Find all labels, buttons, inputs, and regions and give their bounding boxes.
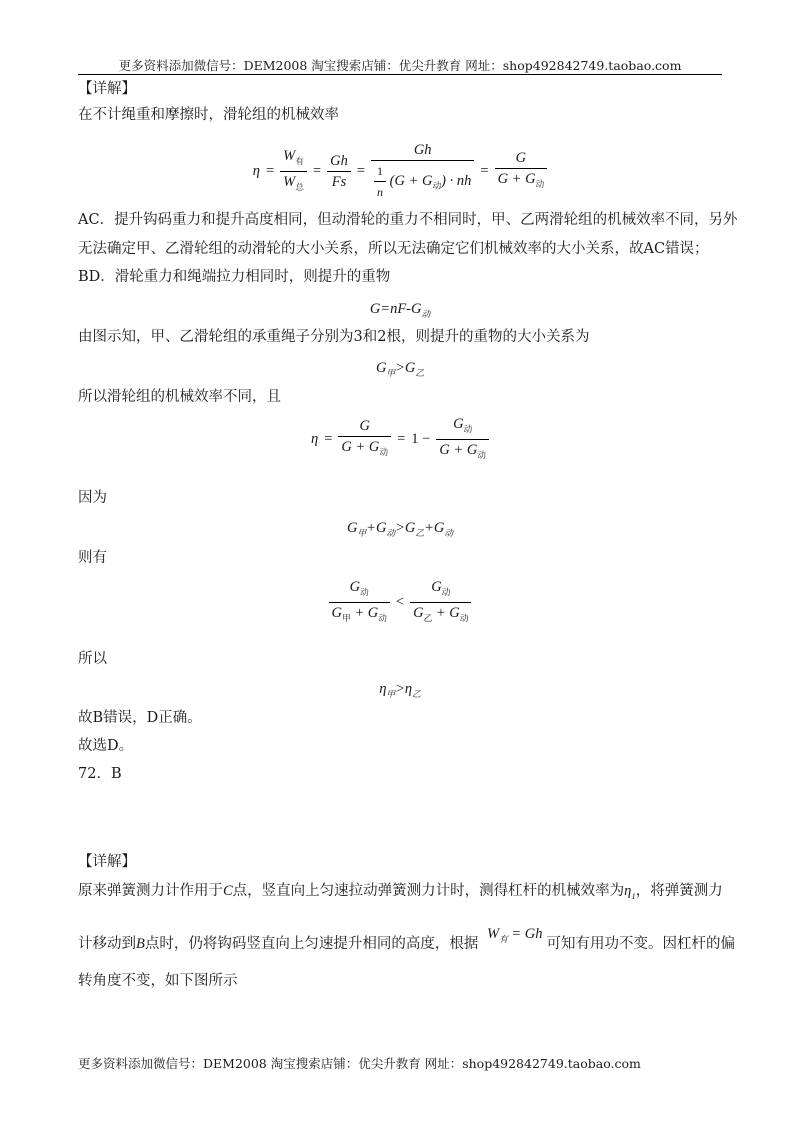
ac-line-1: AC．提升钩码重力和提升高度相同，但动滑轮的重力不相同时，甲、乙两滑轮组的机械效率不同，另外 xyxy=(78,212,738,228)
because-line: 因为 xyxy=(78,490,107,506)
bd-line: BD．滑轮重力和绳端拉力相同时，则提升的重物 xyxy=(78,269,391,285)
then-line: 则有 xyxy=(78,550,107,566)
total-weight-comparison: $G_甲+G_动>G_乙+G_动$ xyxy=(346,520,454,538)
question-72-answer: 72．B xyxy=(78,766,122,782)
detail-heading-2: 【详解】 xyxy=(78,854,136,870)
efficiency-line: 所以滑轮组的机械效率不同，且 xyxy=(78,389,281,405)
paragraph-2-line-3: 转角度不变，如下图所示 xyxy=(78,973,238,989)
load-formula: $G=nF-G_动$ xyxy=(369,301,431,319)
detail-heading-1: 【详解】 xyxy=(78,81,136,97)
ac-line-2: 无法确定甲、乙滑轮组的动滑轮的大小关系，所以无法确定它们机械效率的大小关系，故AC错误； xyxy=(78,241,709,257)
so-line: 所以 xyxy=(78,651,107,667)
efficiency-formula-2: η = $\frac{G}{G + G_动}$ = 1 − $\frac{G_动}{G + G_动}$ xyxy=(0,414,800,465)
page-footer: 更多资料添加微信号：DEM2008 淘宝搜索店铺：优尖升教育 网址：shop492842749.taobao.com xyxy=(78,1056,641,1071)
load-comparison: $G_甲>G_乙$ xyxy=(375,360,425,378)
conclusion-line: 故B错误，D正确。 xyxy=(78,710,202,726)
header-rule xyxy=(78,74,722,75)
intro-line: 在不计绳重和摩擦时，滑轮组的机械效率 xyxy=(78,107,339,123)
efficiency-formula-1: η = $\frac{W_有}{W_总}$ = $\frac{Gh}{Fs}$ = Gh $\frac{1}{n}$ $(G + G_动)$ · nh = $\frac{G}{G + G_动}$ xyxy=(0,140,800,202)
paragraph-2-line-2: 计移动到B点时，仍将钩码竖直向上匀速提升相同的高度，根据 $W_有 = Gh$可知有用功不变。因杠杆的偏 xyxy=(78,926,736,952)
paragraph-2-line-1: 原来弹簧测力计作用于C点，竖直向上匀速拉动弹簧测力计时，测得杠杆的机械效率为$\eta_1$，将弹簧测力 xyxy=(78,883,723,901)
answer-line: 故选D。 xyxy=(78,738,134,754)
figure-line: 由图示知，甲、乙滑轮组的承重绳子分别为3和2根，则提升的重物的大小关系为 xyxy=(78,329,590,345)
ratio-comparison: $\frac{G_动}{G_甲 + G_动}$ < $\frac{G_动}{G_乙 + G_动}$ xyxy=(0,576,800,628)
page-header: 更多资料添加微信号：DEM2008 淘宝搜索店铺：优尖升教育 网址：shop492842749.taobao.com xyxy=(118,58,682,73)
efficiency-comparison: $\eta_甲>\eta_乙$ xyxy=(379,681,421,699)
